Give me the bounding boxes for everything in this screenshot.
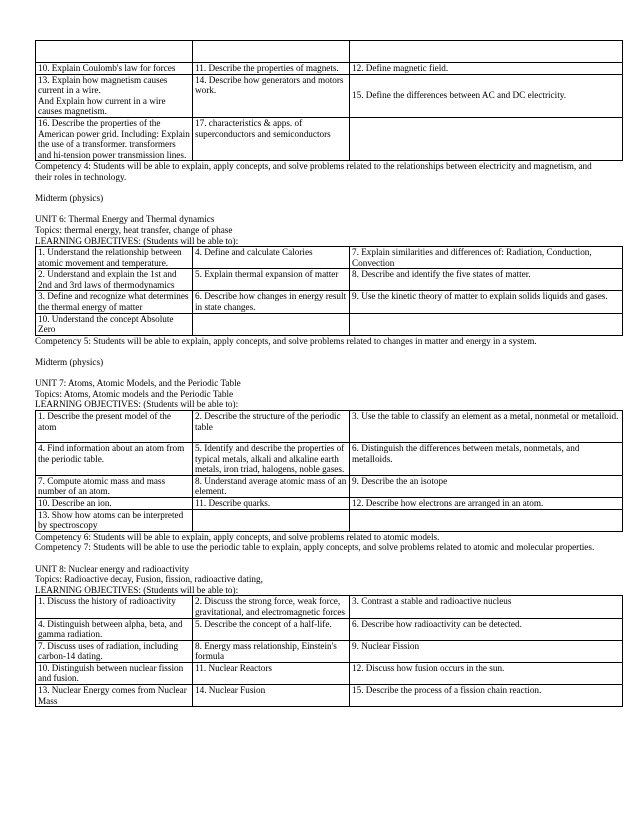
table-row bbox=[36, 618, 623, 640]
table-cell: 6. Distinguish the differences between metals, nonmetals, and metalloids. bbox=[350, 443, 623, 476]
table-row bbox=[36, 41, 623, 63]
table-cell: 10. Understand the concept Absolute Zero bbox=[36, 313, 193, 335]
unit-7-topics: Topics: Atoms, Atomic models and the Periodic Table bbox=[35, 388, 234, 399]
objectives-table-unit6 bbox=[35, 246, 623, 336]
table-cell bbox=[36, 41, 193, 63]
table-cell: 7. Explain similarities and differences of: Radiation, Conduction, Convection bbox=[350, 247, 623, 269]
table-cell: 3. Contrast a stable and radioactive nucleus bbox=[350, 596, 623, 618]
table-cell: 5. Explain thermal expansion of matter bbox=[193, 269, 350, 291]
competency-4: Competency 4: Students will be able to explain, apply concepts, and solve problems related to the relationships between electricity and magnetism, and their roles in technology. bbox=[35, 161, 592, 182]
table-cell bbox=[350, 313, 623, 335]
table-row bbox=[36, 497, 623, 509]
table-cell: 13. Show how atoms can be interpreted by spectroscopy bbox=[36, 509, 193, 531]
table-row bbox=[36, 411, 623, 443]
table-cell: 1. Discuss the history of radioactivity bbox=[36, 596, 193, 618]
table-cell: 6. Describe how radioactivity can be detected. bbox=[350, 618, 623, 640]
table-cell: 3. Use the table to classify an element as a metal, nonmetal or metalloid. bbox=[350, 411, 623, 443]
unit-8-objectives-heading: LEARNING OBJECTIVES: (Students will be able to): bbox=[35, 584, 239, 595]
table-cell: 1. Describe the present model of the atom bbox=[36, 411, 193, 443]
table-row bbox=[36, 443, 623, 476]
table-cell: 9. Nuclear Fission bbox=[350, 640, 623, 662]
unit-8-topics: Topics: Radioactive decay, Fusion, fission, radioactive dating, bbox=[35, 574, 263, 585]
table-cell: 4. Distinguish between alpha, beta, and gamma radiation. bbox=[36, 618, 193, 640]
table-cell: 16. Describe the properties of the American power grid. Including: Explain the use of a transformer. transformers and hi-tension power transmission lines. bbox=[36, 117, 193, 160]
table-row bbox=[36, 291, 623, 313]
unit-8-title: UNIT 8: Nuclear energy and radioactivity bbox=[35, 563, 190, 574]
table-row bbox=[36, 269, 623, 291]
table-cell: 13. Nuclear Energy comes from Nuclear Mass bbox=[36, 685, 193, 707]
table-cell: 14. Describe how generators and motors work. bbox=[193, 74, 350, 117]
table-cell bbox=[350, 117, 623, 160]
competency-6: Competency 6: Students will be able to explain, apply concepts, and solve problems related to atomic models. bbox=[35, 531, 440, 542]
unit-6-topics: Topics: thermal energy, heat transfer, change of phase bbox=[35, 224, 233, 235]
table-cell: 10. Distinguish between nuclear fission and fusion. bbox=[36, 662, 193, 684]
unit-7-objectives-heading: LEARNING OBJECTIVES: (Students will be able to): bbox=[35, 399, 239, 410]
table-cell: 2. Understand and explain the 1st and 2nd and 3rd laws of thermodynamics bbox=[36, 269, 193, 291]
table-cell: 12. Define magnetic field. bbox=[350, 63, 623, 75]
table-cell: 8. Understand average atomic mass of an element. bbox=[193, 475, 350, 497]
table-cell: 15. Define the differences between AC and DC electricity. bbox=[350, 74, 623, 117]
table-cell: 8. Energy mass relationship, Einstein's formula bbox=[193, 640, 350, 662]
objectives-table-unit5 bbox=[35, 40, 623, 161]
table-cell: 5. Identify and describe the properties of typical metals, alkali and alkaline earth metals, iron triad, halogens, noble gases. bbox=[193, 443, 350, 476]
table-cell: 9. Describe the an isotope bbox=[350, 475, 623, 497]
table-row bbox=[36, 662, 623, 684]
table-cell: 4. Find information about an atom from the periodic table. bbox=[36, 443, 193, 476]
table-cell bbox=[350, 41, 623, 63]
table-cell: 6. Describe how changes in energy result in state changes. bbox=[193, 291, 350, 313]
table-cell: 17. characteristics & apps. of superconductors and semiconductors bbox=[193, 117, 350, 160]
unit-6-title: UNIT 6: Thermal Energy and Thermal dynamics bbox=[35, 214, 215, 225]
table-cell: 9. Use the kinetic theory of matter to explain solids liquids and gases. bbox=[350, 291, 623, 313]
table-cell: 12. Describe how electrons are arranged in an atom. bbox=[350, 497, 623, 509]
table-cell: 5. Describe the concept of a half-life. bbox=[193, 618, 350, 640]
objectives-table-unit7 bbox=[35, 410, 623, 532]
table-row bbox=[36, 509, 623, 531]
competency-5: Competency 5: Students will be able to explain, apply concepts, and solve problems related to changes in matter and energy in a system. bbox=[35, 335, 537, 346]
table-row bbox=[36, 63, 623, 75]
table-cell: 4. Define and calculate Calories bbox=[193, 247, 350, 269]
table-cell: 10. Describe an ion. bbox=[36, 497, 193, 509]
table-row bbox=[36, 475, 623, 497]
table-cell: 1. Understand the relationship between atomic movement and temperature. bbox=[36, 247, 193, 269]
table-cell: 7. Discuss uses of radiation, including carbon-14 dating. bbox=[36, 640, 193, 662]
table-cell bbox=[350, 509, 623, 531]
table-row bbox=[36, 685, 623, 707]
midterm-label: Midterm (physics) bbox=[35, 193, 104, 204]
table-row bbox=[36, 313, 623, 335]
table-cell bbox=[193, 313, 350, 335]
table-cell: 12. Discuss how fusion occurs in the sun. bbox=[350, 662, 623, 684]
table-cell: 2. Describe the structure of the periodic table bbox=[193, 411, 350, 443]
objectives-table-unit8 bbox=[35, 595, 623, 707]
table-cell: 13. Explain how magnetism causes current in a wire. And Explain how current in a wire causes magnetism. bbox=[36, 74, 193, 117]
table-cell: 11. Describe quarks. bbox=[193, 497, 350, 509]
table-row bbox=[36, 247, 623, 269]
table-cell: 7. Compute atomic mass and mass number of an atom. bbox=[36, 475, 193, 497]
table-cell bbox=[193, 509, 350, 531]
unit-7-title: UNIT 7: Atoms, Atomic Models, and the Periodic Table bbox=[35, 378, 241, 389]
competency-7: Competency 7: Students will be able to use the periodic table to explain, apply concepts, and solve problems related to atomic and molecular properties. bbox=[35, 542, 595, 553]
table-row bbox=[36, 74, 623, 117]
table-cell: 11. Nuclear Reactors bbox=[193, 662, 350, 684]
table-row bbox=[36, 117, 623, 160]
table-cell: 10. Explain Coulomb's law for forces bbox=[36, 63, 193, 75]
table-cell: 8. Describe and identify the five states of matter. bbox=[350, 269, 623, 291]
unit-6-objectives-heading: LEARNING OBJECTIVES: (Students will be able to): bbox=[35, 235, 239, 246]
table-cell: 3. Define and recognize what determines the thermal energy of matter bbox=[36, 291, 193, 313]
table-row bbox=[36, 640, 623, 662]
table-cell: 14. Nuclear Fusion bbox=[193, 685, 350, 707]
document-page bbox=[35, 40, 619, 707]
table-cell bbox=[193, 41, 350, 63]
table-row bbox=[36, 596, 623, 618]
midterm-label: Midterm (physics) bbox=[35, 357, 104, 368]
table-cell: 11. Describe the properties of magnets. bbox=[193, 63, 350, 75]
table-cell: 2. Discuss the strong force, weak force, gravitational, and electromagnetic forces bbox=[193, 596, 350, 618]
table-cell: 15. Describe the process of a fission chain reaction. bbox=[350, 685, 623, 707]
